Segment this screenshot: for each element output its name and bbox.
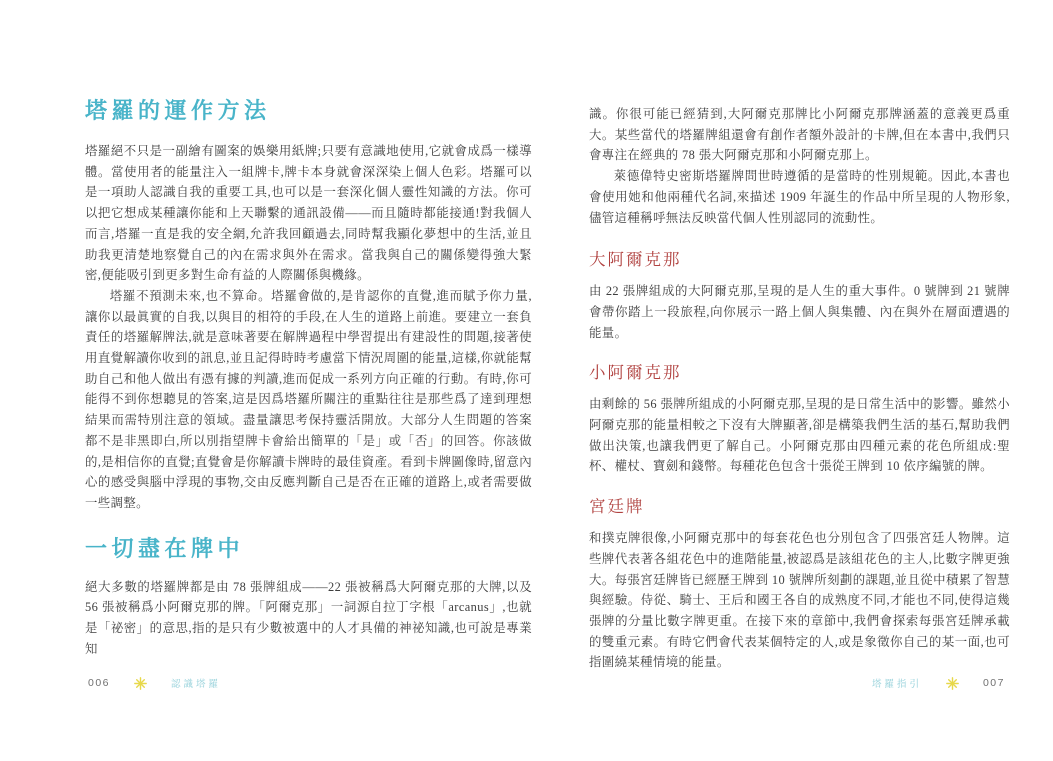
right-page [589,104,1010,673]
heading-court-cards: 宮廷牌 [589,497,645,517]
page-number-right: 007 [982,677,1005,689]
paragraph-court-cards: 和撲克牌很像,小阿爾克那中的每套花色也分別包含了四張宮廷人物牌。這些牌代表著各組花色中的進階能量,被認爲是該組花色的主人,比數字牌更強大。每張宮廷牌皆已經歷王牌到 10 號牌所刻劃的課題,並且從中積累了智慧與經驗。侍從、騎士、王后和國王各自的成熟度不同,才能也不同,使得這幾張牌的分量比數字牌更重。在接下來的章節中,我們會探索每張宮廷牌承載的雙重元素。有時它們會代表某個特定的人,或是象徵你自己的某一面,也可指圍繞某種情境的能量。 [589,531,1010,670]
paragraph-minor-arcana: 由剩餘的 56 張牌所組成的小阿爾克那,呈現的是日常生活中的影響。雖然小阿爾克那的能量相較之下沒有大牌顯著,卻是構築我們生活的基石,幫助我們做出決策,也讓我們更了解自己。小阿爾克那由四種元素的花色所組成:聖杯、權杖、寶劍和錢幣。每種花色包含十張從王牌到 10 依序編號的牌。 [589,397,1010,474]
paragraph-major-arcana: 由 22 張牌組成的大阿爾克那,呈現的是人生的重大事件。0 號牌到 21 號牌會帶你踏上一段旅程,向你展示一路上個人與集體、內在與外在層面遭遇的能量。 [589,284,1010,340]
sun-icon [134,677,147,690]
paragraph-deck-composition: 絕大多數的塔羅牌都是由 78 張牌組成——22 張被稱爲大阿爾克那的大牌,以及 56 張被稱爲小阿爾克那的牌。「阿爾克那」一詞源自拉丁字根「arcanus」,也就是「祕密」的意思,指的是只有少數被選中的人才具備的神祕知識,也可說是專業知 [85,579,532,656]
page-footer-right [872,676,1005,690]
left-page [85,98,532,659]
chapter-label-left: 認識塔羅 [171,679,222,690]
heading-major-arcana: 大阿爾克那 [589,250,682,270]
heading-how-tarot-works: 塔羅的運作方法 [85,98,271,123]
page-footer-left [88,676,221,690]
paragraph-deck-composition-continued: 識。你很可能已經猜到,大阿爾克那牌比小阿爾克那牌涵蓋的意義更爲重大。某些當代的塔羅牌組還會有創作者額外設計的卡牌,但在本書中,我們只會專注在經典的 78 張大阿爾克那和小阿爾克那上。 [589,107,1010,163]
sun-icon [946,677,959,690]
paragraph-rws-pronouns: 萊德偉特史密斯塔羅牌問世時遵循的是當時的性別規範。因此,本書也會使用她和他兩種代名詞,來描述 1909 年誕生的作品中所呈現的人物形象,儘管這種稱呼無法反映當代個人性別認同的流動性。 [589,169,1010,225]
paragraph-tarot-not-fortune-telling: 塔羅不預測未來,也不算命。塔羅會做的,是肯認你的直覺,進而賦予你力量,讓你以最眞實的自我,以與目的相符的手段,在人生的道路上前進。要建立一套負責任的塔羅解牌法,就是意味著要在解牌過程中學習提出有建設性的問題,接著使用直覺解讀你收到的訊息,並且記得時時考慮當下情況周圍的能量,這樣,你就能幫助自己和他人做出有憑有據的判讀,進而促成一系列方向正確的行動。有時,你可能得不到你想聽見的答案,這是因爲塔羅所關注的重點往往是那些爲了達到理想結果而需特別注意的領域。盡量讓思考保持靈活開放。大部分人生問題的答案都不是非黑即白,所以別指望牌卡會給出簡單的「是」或「否」的回答。你該做的,是相信你的直覺;直覺會是你解讀卡牌時的最佳資產。看到卡牌圖像時,留意內心的感受與腦中浮現的事物,交由反應判斷自己是否在正確的道路上,或者需要做一些調整。 [85,288,532,510]
page-number-left: 006 [88,677,111,689]
heading-everything-in-cards: 一切盡在牌中 [85,535,245,561]
chapter-label-right: 塔羅指引 [871,679,922,690]
paragraph-tarot-intro: 塔羅絕不只是一副繪有圖案的娛樂用紙牌;只要有意識地使用,它就會成爲一樣導體。當使用者的能量注入一組牌卡,牌卡本身就會深深染上個人色彩。塔羅可以是一項助人認識自我的重要工具,也可以是一套深化個人靈性知識的方法。你可以把它想成某種讓你能和上天聯繫的通訊設備——而且隨時都能接通!對我個人而言,塔羅一直是我的安全網,允許我回顧過去,同時幫我顯化夢想中的生活,並且助我更清楚地察覺自己的內在需求與外在需求。當我與自己的關係變得強大緊密,便能吸引到更多對生命有益的人際關係與機緣。 [85,144,532,283]
heading-minor-arcana: 小阿爾克那 [589,363,682,383]
